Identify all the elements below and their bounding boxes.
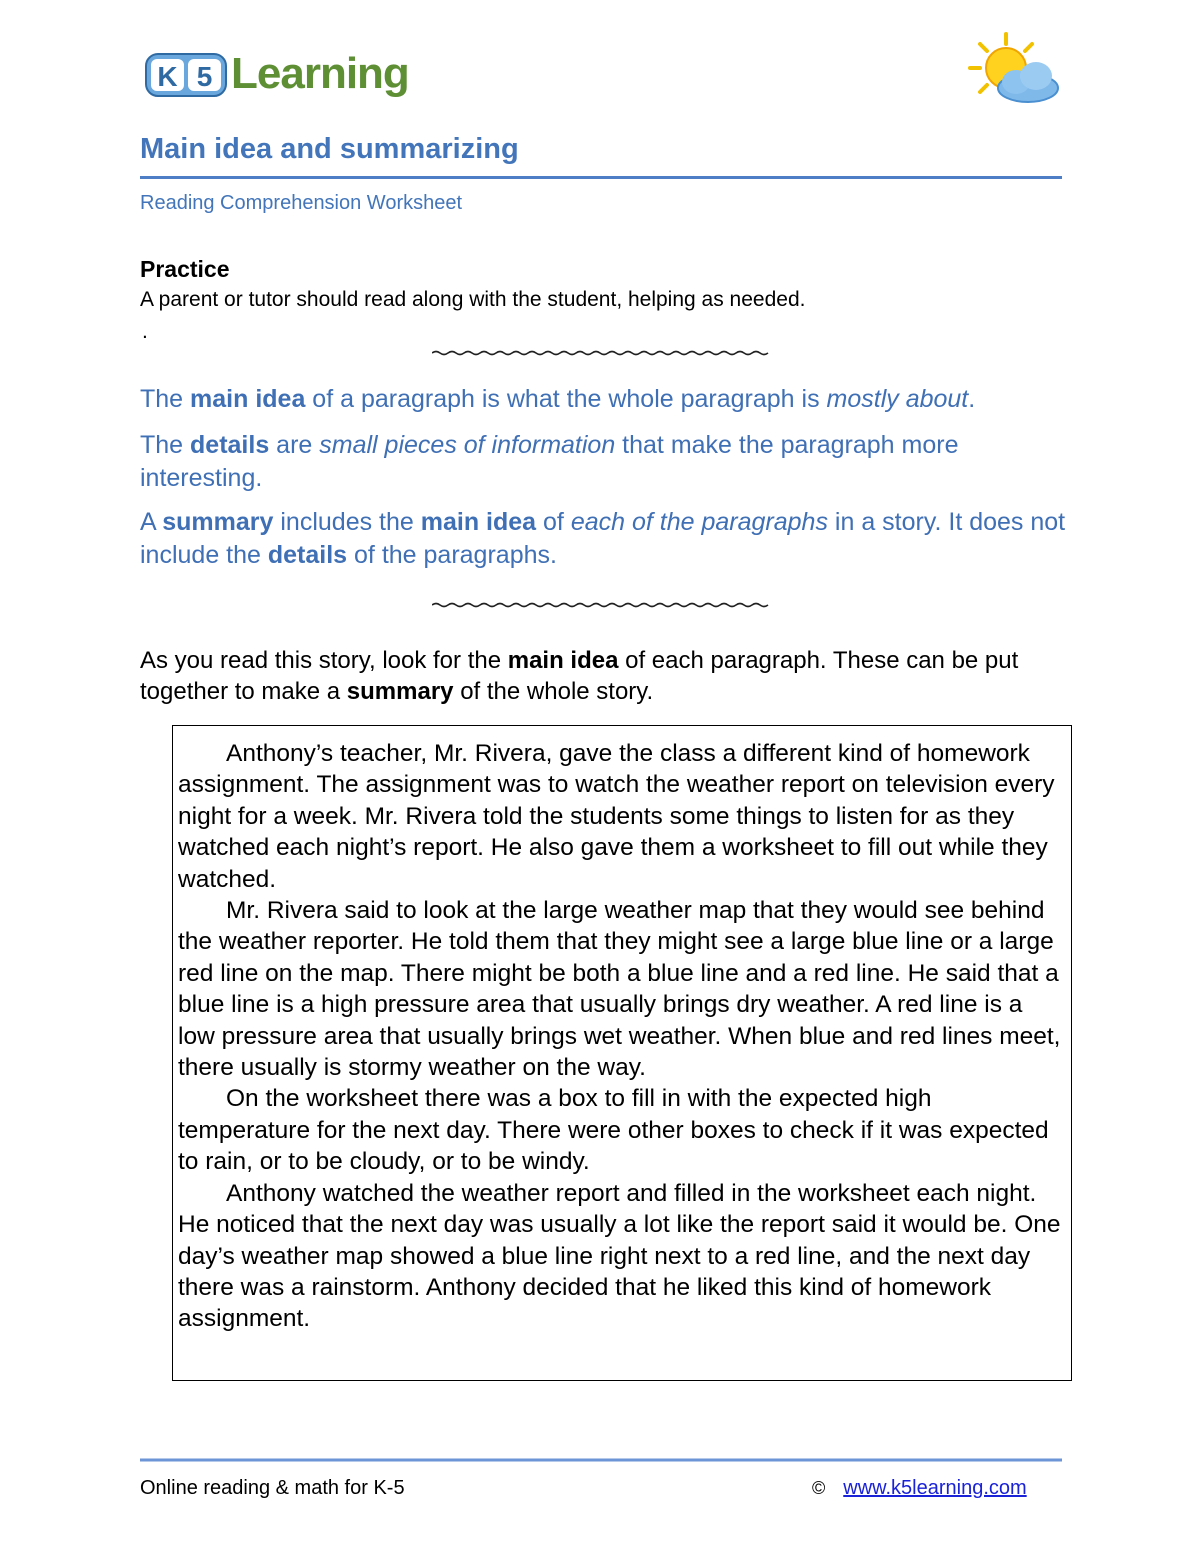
practice-heading: Practice: [140, 256, 230, 282]
page-title: Main idea and summarizing: [140, 133, 519, 165]
definition-details: The details are small pieces of information that make the paragraph more interesting.: [140, 431, 959, 492]
story-paragraph: Anthony’s teacher, Mr. Rivera, gave the class a different kind of homework assignment. The assignment was to watch the weather report on television every night for a week. Mr. Rivera told the students some things to listen for as they watched each night’s report. He also gave them a worksheet to fill out while they watched.: [178, 740, 1055, 893]
website-link[interactable]: www.k5learning.com: [843, 1477, 1027, 1499]
svg-text:K: K: [157, 61, 178, 92]
k5-badge-icon: [145, 52, 227, 98]
page-subtitle: Reading Comprehension Worksheet: [140, 192, 463, 214]
footer-tagline: Online reading & math for K-5: [140, 1477, 405, 1499]
logo-wordmark: Learning: [231, 49, 409, 98]
k5-learning-logo: [145, 40, 409, 104]
footer-credit: [812, 1477, 1027, 1500]
footer-divider: [140, 1458, 1062, 1462]
story-paragraph: Anthony watched the weather report and filled in the worksheet each night. He noticed that the next day was usually a lot like the report said it would be. One day’s weather map showed a blue line right next to a red line, and the next day there was a rainstorm. Anthony decided that he liked this kind of homework assignment.: [178, 1179, 1061, 1333]
story-box: [172, 725, 1072, 1381]
wavy-divider: [432, 601, 770, 609]
svg-text:5: 5: [196, 61, 213, 92]
story-intro: As you read this story, look for the main idea of each paragraph. These can be put together to make a summary of the whole story.: [140, 647, 1019, 705]
definition-main-idea: The main idea of a paragraph is what the whole paragraph is mostly about.: [140, 385, 976, 413]
practice-instruction: A parent or tutor should read along with the student, helping as needed.: [140, 288, 806, 311]
title-divider: [140, 176, 1062, 179]
bullet-marker: .: [142, 320, 148, 343]
wavy-divider: [432, 349, 770, 357]
definition-summary: A summary includes the main idea of each of the paragraphs in a story. It does not include the details of the paragraphs.: [140, 508, 1066, 569]
story-paragraph: On the worksheet there was a box to fill in with the expected high temperature for the next day. There were other boxes to check if it was expected to rain, or to be cloudy, or to be windy.: [178, 1085, 1049, 1176]
copyright-icon: ©: [812, 1478, 826, 1498]
story-paragraph: Mr. Rivera said to look at the large weather map that they would see behind the weather reporter. He told them that they might see a large blue line or a large red line on the map. There might be both a blue line and a red line. He said that a blue line is a high pressure area that usually brings dry weather. A red line is a low pressure area that usually brings wet weather. When blue and red lines meet, there usually is stormy weather on the way.: [178, 897, 1061, 1082]
sun-cloud-icon: [966, 30, 1062, 110]
